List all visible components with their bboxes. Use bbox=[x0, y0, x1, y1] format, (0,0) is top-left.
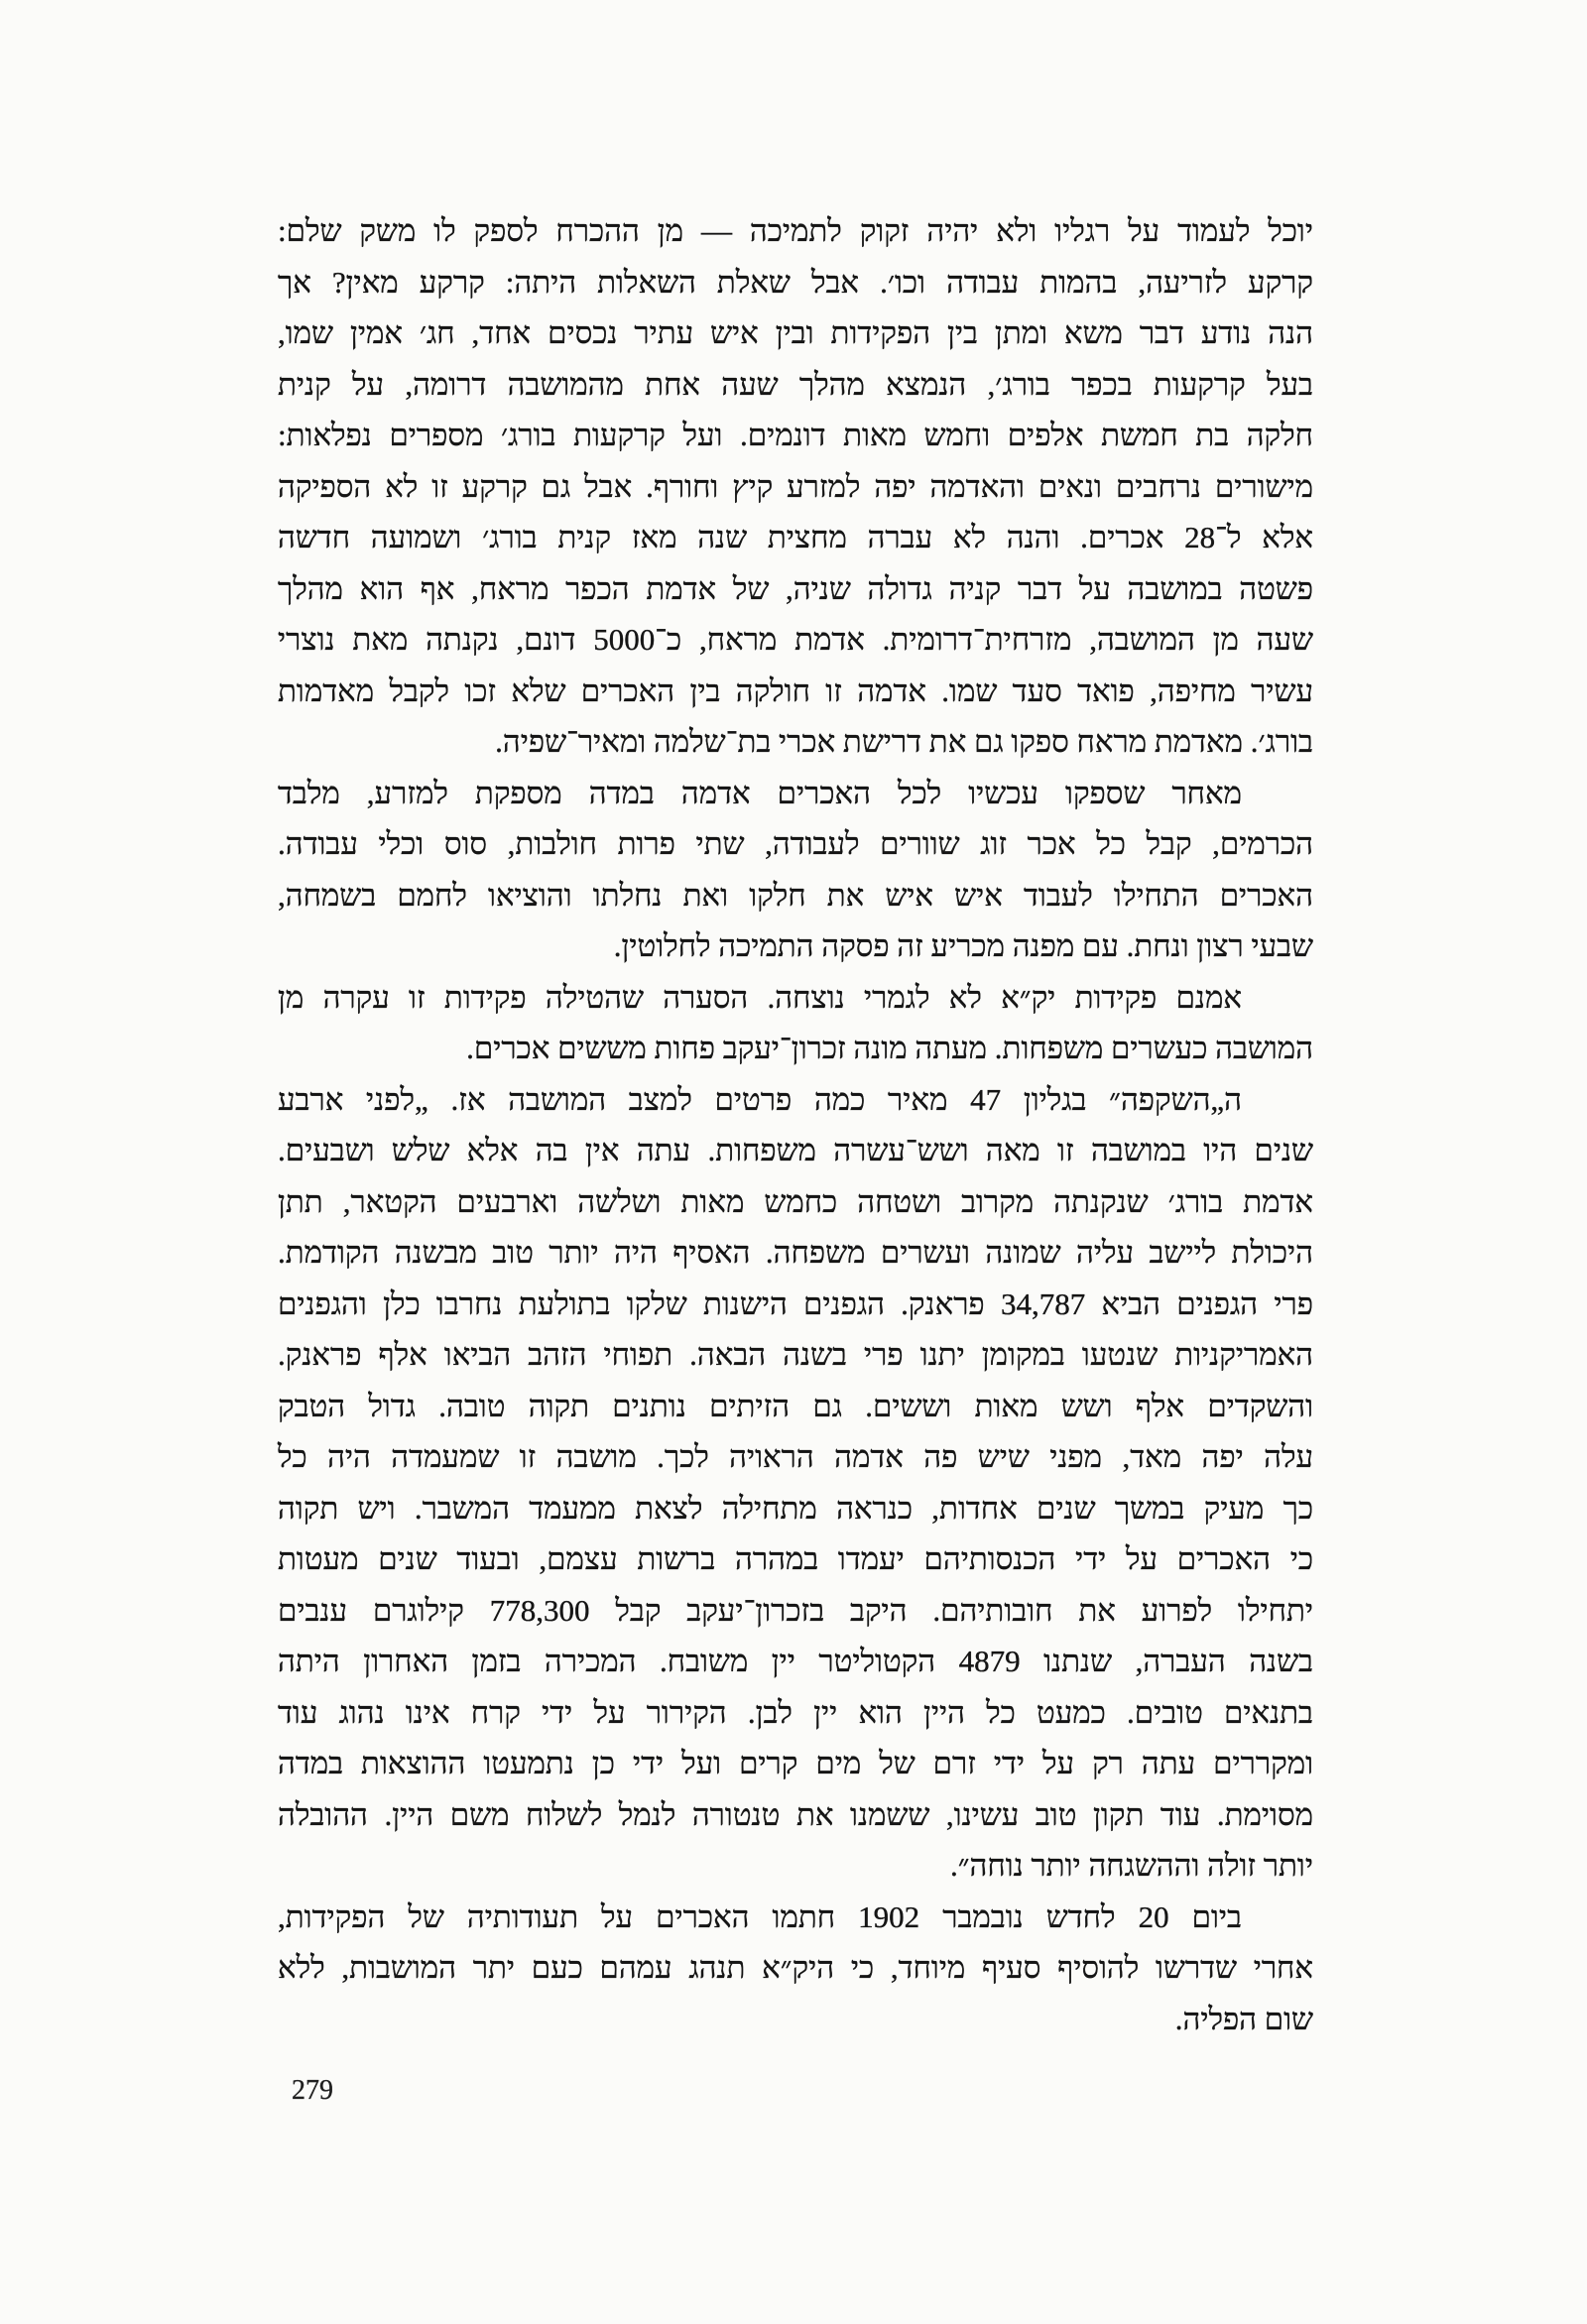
line-text: עשיר מחיפה, פואד סעד שמו. אדמה זו חולקה בין האכרים שלא זכו לקבל מאדמות bbox=[278, 673, 1313, 708]
line-text: והשקדים אלף ושש מאות וששים. גם הזיתים נותנים תקוה טובה. גדול הטבק bbox=[278, 1388, 1313, 1423]
text-line bbox=[278, 461, 1313, 513]
text-line bbox=[278, 870, 1313, 921]
text-line bbox=[278, 1279, 1313, 1330]
line-text: הנה נודע דבר משא ומתן בין הפקידות ובין איש עתיר נכסים אחד, חג׳ אמין שמו, bbox=[278, 315, 1313, 350]
line-text: יתחילו לפרוע את חובותיהם. היקב בזכרון־יעקב קבל 778,300 קילוגרם ענבים bbox=[278, 1592, 1314, 1628]
line-text: אחרי שדרשו להוסיף סעיף מיוחד, כי היק״א תנהג עמהם כעם יתר המושבות, ללא bbox=[278, 1950, 1313, 1985]
text-line bbox=[278, 410, 1313, 461]
line-text: שבעי רצון ונחת. עם מפנה מכריע זה פסקה התמיכה לחלוטין. bbox=[613, 928, 1313, 963]
line-text: בתנאים טובים. כמעט כל היין הוא יין לבן. הקירור על ידי קרח אינו נהוג עוד bbox=[278, 1694, 1313, 1730]
text-line bbox=[278, 257, 1313, 308]
text-line bbox=[278, 205, 1313, 257]
line-text: ביום 20 לחדש נובמבר 1902 חתמו האכרים על תעודותיה של הפקידות, bbox=[278, 1898, 1242, 1934]
line-text: בעל קרקעות בכפר בורג׳, הנמצא מהלך שעה אחת מהמושבה דרומה, על קנית bbox=[278, 366, 1313, 402]
text-line bbox=[278, 716, 1313, 768]
text-line bbox=[278, 1892, 1313, 1943]
line-text: ה„השקפה״ בגליון 47 מאיר כמה פרטים למצב המושבה אז. „לפני ארבע bbox=[278, 1081, 1242, 1117]
text-line bbox=[278, 1738, 1313, 1789]
line-text: הכרמים, קבל כל אכר זוג שוורים לעבודה, שתי פרות חולבות, סוס וכלי עבודה. bbox=[278, 826, 1313, 861]
paragraph bbox=[278, 205, 1313, 768]
text-line bbox=[278, 1176, 1313, 1228]
text-line bbox=[278, 563, 1313, 615]
line-text: יוכל לעמוד על רגליו ולא יהיה זקוק לתמיכה — מן ההכרח לספק לו משק שלם: bbox=[278, 213, 1313, 248]
text-line bbox=[278, 1227, 1313, 1279]
line-text: האמריקניות שנטעו במקומן יתנו פרי בשנה הבאה. תפוחי הזהב הביאו אלף פראנק. bbox=[278, 1337, 1313, 1372]
text-line bbox=[278, 1125, 1313, 1176]
line-text: מישורים נרחבים ונאים והאדמה יפה למזרע קיץ וחורף. אבל גם קרקע זו לא הספיקה bbox=[278, 468, 1313, 504]
line-text: פשטה במושבה על דבר קניה גדולה שניה, של אדמת הכפר מראח, אף הוא מהלך bbox=[278, 570, 1313, 606]
paragraph bbox=[278, 972, 1313, 1074]
line-text: מאחר שספקו עכשיו לכל האכרים אדמה במדה מספקת למזרע, מלבד bbox=[278, 775, 1242, 810]
text-line bbox=[278, 972, 1313, 1024]
text-line bbox=[278, 666, 1313, 717]
text-line bbox=[278, 920, 1313, 972]
paragraph bbox=[278, 1074, 1313, 1892]
line-text: ומקררים עתה רק על ידי זרם של מים קרים ועל ידי כן נתמעטו ההוצאות במדה bbox=[278, 1746, 1313, 1780]
line-text: היכולת ליישב עליה שמונה ועשרים משפחה. האסיף היה יותר טוב מבשנה הקודמת. bbox=[278, 1235, 1313, 1270]
text-line bbox=[278, 1942, 1313, 1994]
text-line bbox=[278, 512, 1313, 563]
text-line bbox=[278, 1074, 1313, 1126]
line-text: מסוימת. עוד תקון טוב עשינו, ששמנו את טנטורה לנמל לשלוח משם היין. ההובלה bbox=[278, 1796, 1313, 1832]
page-number: 279 bbox=[292, 2075, 333, 2106]
line-text: בשנה העברה, שנתנו 4879 הקטוליטר יין משובח. המכירה בזמן האחרון היתה bbox=[278, 1644, 1313, 1678]
text-line bbox=[278, 1381, 1313, 1432]
text-line bbox=[278, 1994, 1313, 2045]
text-line bbox=[278, 359, 1313, 411]
text-line bbox=[278, 614, 1313, 666]
text-line bbox=[278, 1023, 1313, 1074]
text-line bbox=[278, 1431, 1313, 1483]
line-text: שום הפליה. bbox=[1174, 2001, 1313, 2036]
line-text: חלקה בת חמשת אלפים וחמש מאות דונמים. ועל קרקעות בורג׳ מספרים נפלאות: bbox=[278, 418, 1313, 452]
line-text: כי האכרים על ידי הכנסותיהם יעמדו במהרה ברשות עצמם, ובעוד שנים מעטות bbox=[278, 1541, 1313, 1576]
line-text: עלה יפה מאד, מפני שיש פה אדמה הראויה לכך. מושבה זו שמעמדה היה כל bbox=[278, 1439, 1313, 1474]
line-text: שנים היו במושבה זו מאה ושש־עשרה משפחות. עתה אין בה אלא שלש ושבעים. bbox=[278, 1133, 1313, 1167]
line-text: האכרים התחילו לעבוד איש איש את חלקו ואת נחלתו והוציאו לחמם בשמחה, bbox=[278, 877, 1313, 913]
line-text: קרקע לזריעה, בהמות עבודה וכו׳. אבל שאלת השאלות היתה: קרקע מאין? אך bbox=[278, 264, 1313, 300]
line-text: יותר זולה וההשגחה יותר נוחה״. bbox=[950, 1848, 1313, 1883]
line-text: אדמת בורג׳ שנקנתה מקרוב ושטחה כחמש מאות ושלשה וארבעים הקטאר, תתן bbox=[278, 1183, 1313, 1219]
text-line bbox=[278, 307, 1313, 359]
text-line bbox=[278, 1840, 1313, 1892]
text-line bbox=[278, 1329, 1313, 1381]
line-text: כך מעיק במשך שנים אחדות, כנראה מתחילה לצאת ממעמד המשבר. ויש תקוה bbox=[278, 1490, 1313, 1526]
text-line bbox=[278, 1483, 1313, 1534]
line-text: אמנם פקידות יק״א לא לגמרי נוצחה. הסערה שהטילה פקידות זו עקרה מן bbox=[278, 979, 1242, 1015]
paragraph bbox=[278, 1892, 1313, 2045]
line-text: אלא ל־28 אכרים. והנה לא עברה מחצית שנה מאז קנית בורג׳ ושמועה חדשה bbox=[278, 520, 1313, 554]
line-text: שעה מן המושבה, מזרחית־דרומית. אדמת מראח, כ־5000 דונם, נקנתה מאת נוצרי bbox=[278, 622, 1313, 657]
text-line bbox=[278, 818, 1313, 870]
body-text bbox=[278, 205, 1313, 2044]
text-line bbox=[278, 1533, 1313, 1585]
text-line bbox=[278, 1636, 1313, 1687]
text-line bbox=[278, 1789, 1313, 1841]
line-text: בורג׳. מאדמת מראח ספקו גם את דרישת אכרי בת־שלמה ומאיר־שפיה. bbox=[495, 724, 1313, 759]
text-line bbox=[278, 768, 1313, 819]
line-text: המושבה כעשרים משפחות. מעתה מונה זכרון־יעקב פחות מששים אכרים. bbox=[466, 1031, 1313, 1065]
text-line bbox=[278, 1687, 1313, 1739]
text-line bbox=[278, 1585, 1313, 1637]
line-text: פרי הגפנים הביא 34,787 פראנק. הגפנים הישנות שלקו בתולעת נחרבו כלן והגפנים bbox=[278, 1285, 1313, 1321]
paragraph bbox=[278, 768, 1313, 972]
